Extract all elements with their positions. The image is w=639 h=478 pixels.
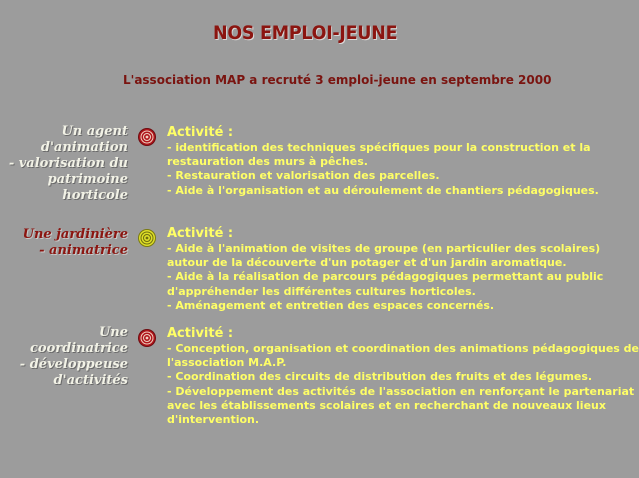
activity-line: - Aménagement et entretien des espaces concernés. — [167, 298, 495, 312]
role-line: d'activités — [53, 373, 128, 388]
role-line: - valorisation du — [8, 156, 128, 171]
activity-line: - identification des techniques spécifiques pour la construction et la — [167, 141, 591, 154]
role-label-agent-animation — [9, 124, 128, 204]
role-line: horticole — [62, 188, 128, 203]
activity-line: - Aide à l'organisation et au déroulement de chantiers pédagogiques. — [167, 183, 599, 197]
activity-line: d'intervention. — [167, 413, 260, 427]
activity-line: autour de la découverte d'un potager et d'un jardin aromatique. — [167, 256, 567, 270]
role-line: - animatrice — [39, 243, 128, 258]
role-label-jardiniere — [23, 227, 128, 259]
role-line: patrimoine — [47, 172, 128, 187]
target-red-icon — [137, 127, 157, 147]
activity-block — [167, 125, 599, 198]
activity-line: restauration des murs à pêches. — [167, 155, 368, 169]
target-red-icon — [137, 328, 157, 348]
role-line: coordinatrice — [30, 341, 128, 356]
page-title: NOS EMPLOI-JEUNE — [213, 22, 398, 44]
role-line: Une — [98, 325, 128, 340]
role-label-coordinatrice — [20, 325, 128, 389]
activity-line: d'appréhender les différentes cultures horticoles. — [167, 284, 476, 298]
activity-heading: Activité : — [167, 125, 234, 140]
role-line: - développeuse — [19, 357, 128, 372]
activity-block — [167, 326, 639, 427]
role-line: d'animation — [40, 140, 128, 155]
role-line: Une jardinière — [22, 227, 128, 242]
target-yellow-icon — [137, 228, 157, 248]
activity-line: - Conception, organisation et coordination des animations pédagogiques de — [167, 342, 639, 355]
activity-line: - Aide à l'animation de visites de groupe (en particulier des scolaires) — [167, 242, 601, 255]
activity-block — [167, 226, 604, 313]
activity-line: - Développement des activités de l'association en renforçant le partenariat — [167, 384, 635, 398]
activity-heading: Activité : — [167, 326, 234, 341]
intro-text: L'association MAP a recruté 3 emploi-jeune en septembre 2000 — [123, 73, 552, 87]
activity-line: l'association M.A.P. — [167, 356, 287, 370]
activity-line: avec les établissements scolaires et en recherchant de nouveaux lieux — [167, 398, 606, 412]
activity-line: - Coordination des circuits de distribution des fruits et des légumes. — [167, 370, 593, 384]
role-line: Un agent — [61, 124, 128, 139]
activity-heading: Activité : — [167, 226, 234, 241]
activity-line: - Restauration et valorisation des parcelles. — [167, 169, 440, 183]
activity-line: - Aide à la réalisation de parcours pédagogiques permettant au public — [167, 270, 604, 284]
